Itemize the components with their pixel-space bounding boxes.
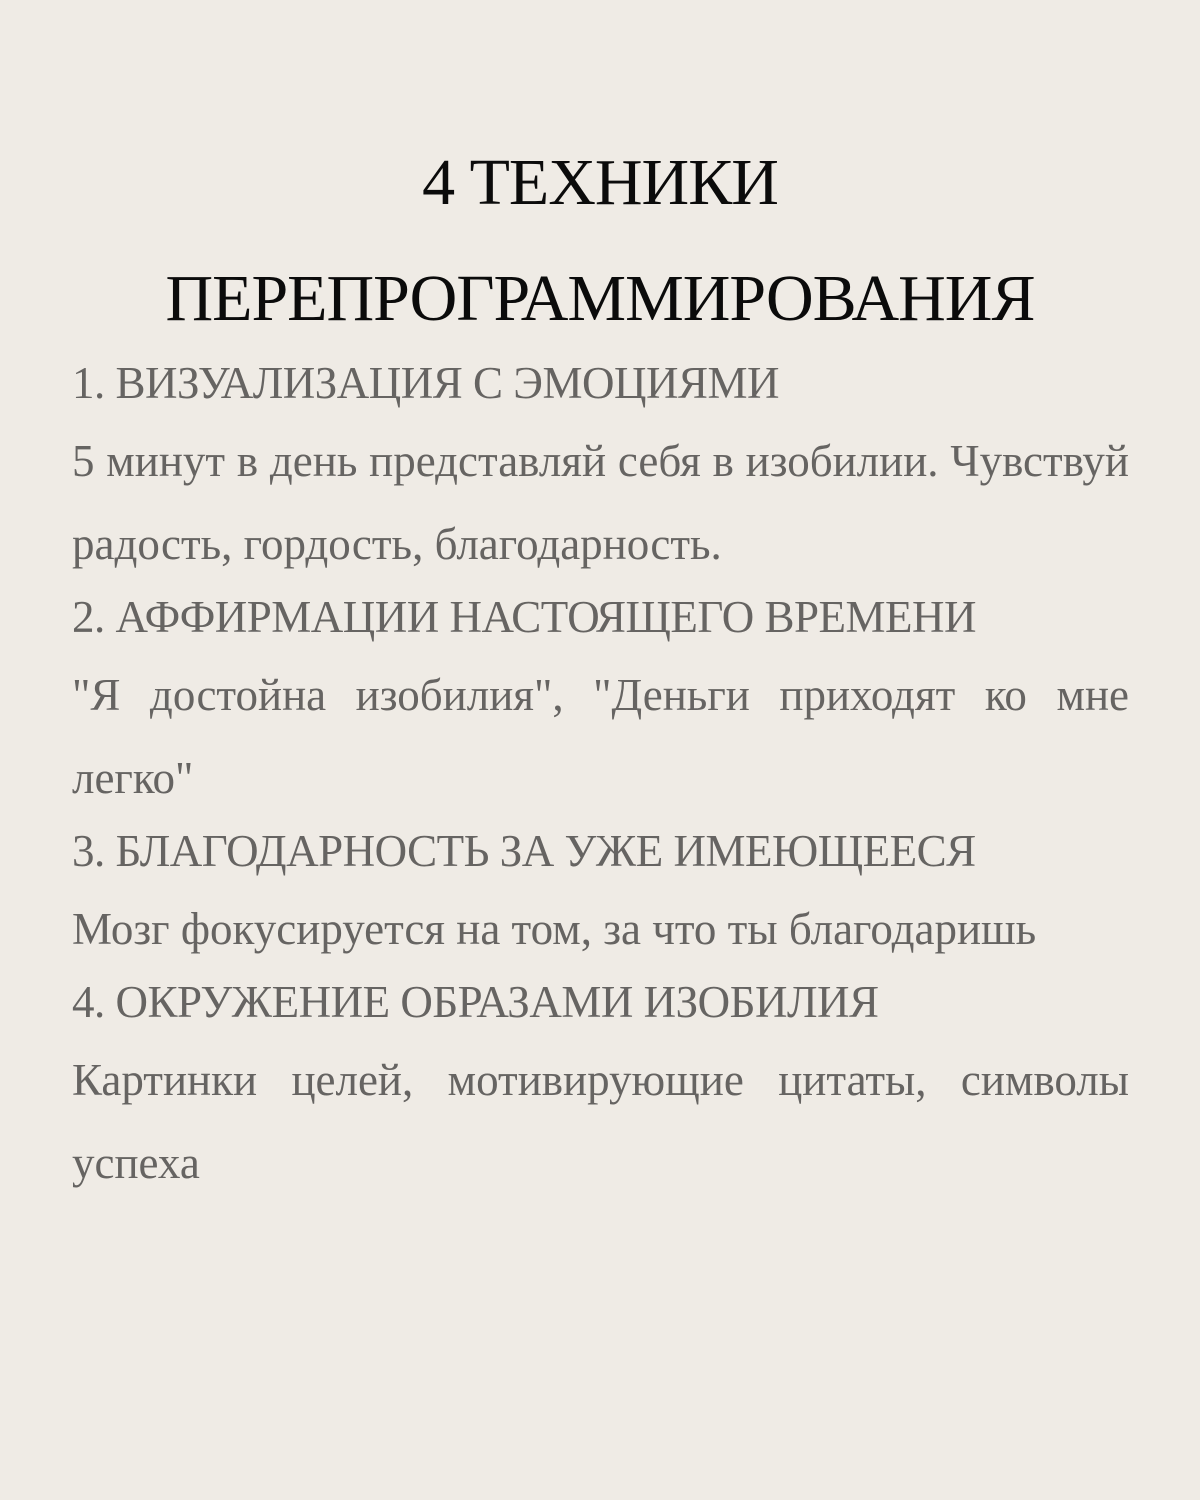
technique-heading: 4. ОКРУЖЕНИЕ ОБРАЗАМИ ИЗОБИЛИЯ	[72, 977, 879, 1027]
page-title	[0, 125, 1200, 357]
technique-description: "Я достойна изобилия", "Деньги приходят ко мне легко"	[72, 670, 1129, 803]
page-title-line-1: 4 ТЕХНИКИ	[422, 146, 778, 219]
technique-item-3	[72, 820, 1129, 971]
technique-description: 5 минут в день представляй себя в изобилии. Чувствуй радость, гордость, благодарность.	[72, 436, 1129, 569]
techniques-list	[72, 352, 1129, 1205]
technique-item-4	[72, 971, 1129, 1205]
technique-item-1	[72, 352, 1129, 586]
technique-heading: 2. АФФИРМАЦИИ НАСТОЯЩЕГО ВРЕМЕНИ	[72, 592, 977, 642]
technique-heading: 3. БЛАГОДАРНОСТЬ ЗА УЖЕ ИМЕЮЩЕЕСЯ	[72, 826, 976, 876]
page-title-line-2: ПЕРЕПРОГРАММИРОВАНИЯ	[165, 262, 1035, 335]
technique-description: Мозг фокусируется на том, за что ты благодаришь	[72, 904, 1037, 954]
technique-description: Картинки целей, мотивирующие цитаты, символы успеха	[72, 1055, 1129, 1188]
technique-heading: 1. ВИЗУАЛИЗАЦИЯ С ЭМОЦИЯМИ	[72, 358, 780, 408]
technique-item-2	[72, 586, 1129, 820]
